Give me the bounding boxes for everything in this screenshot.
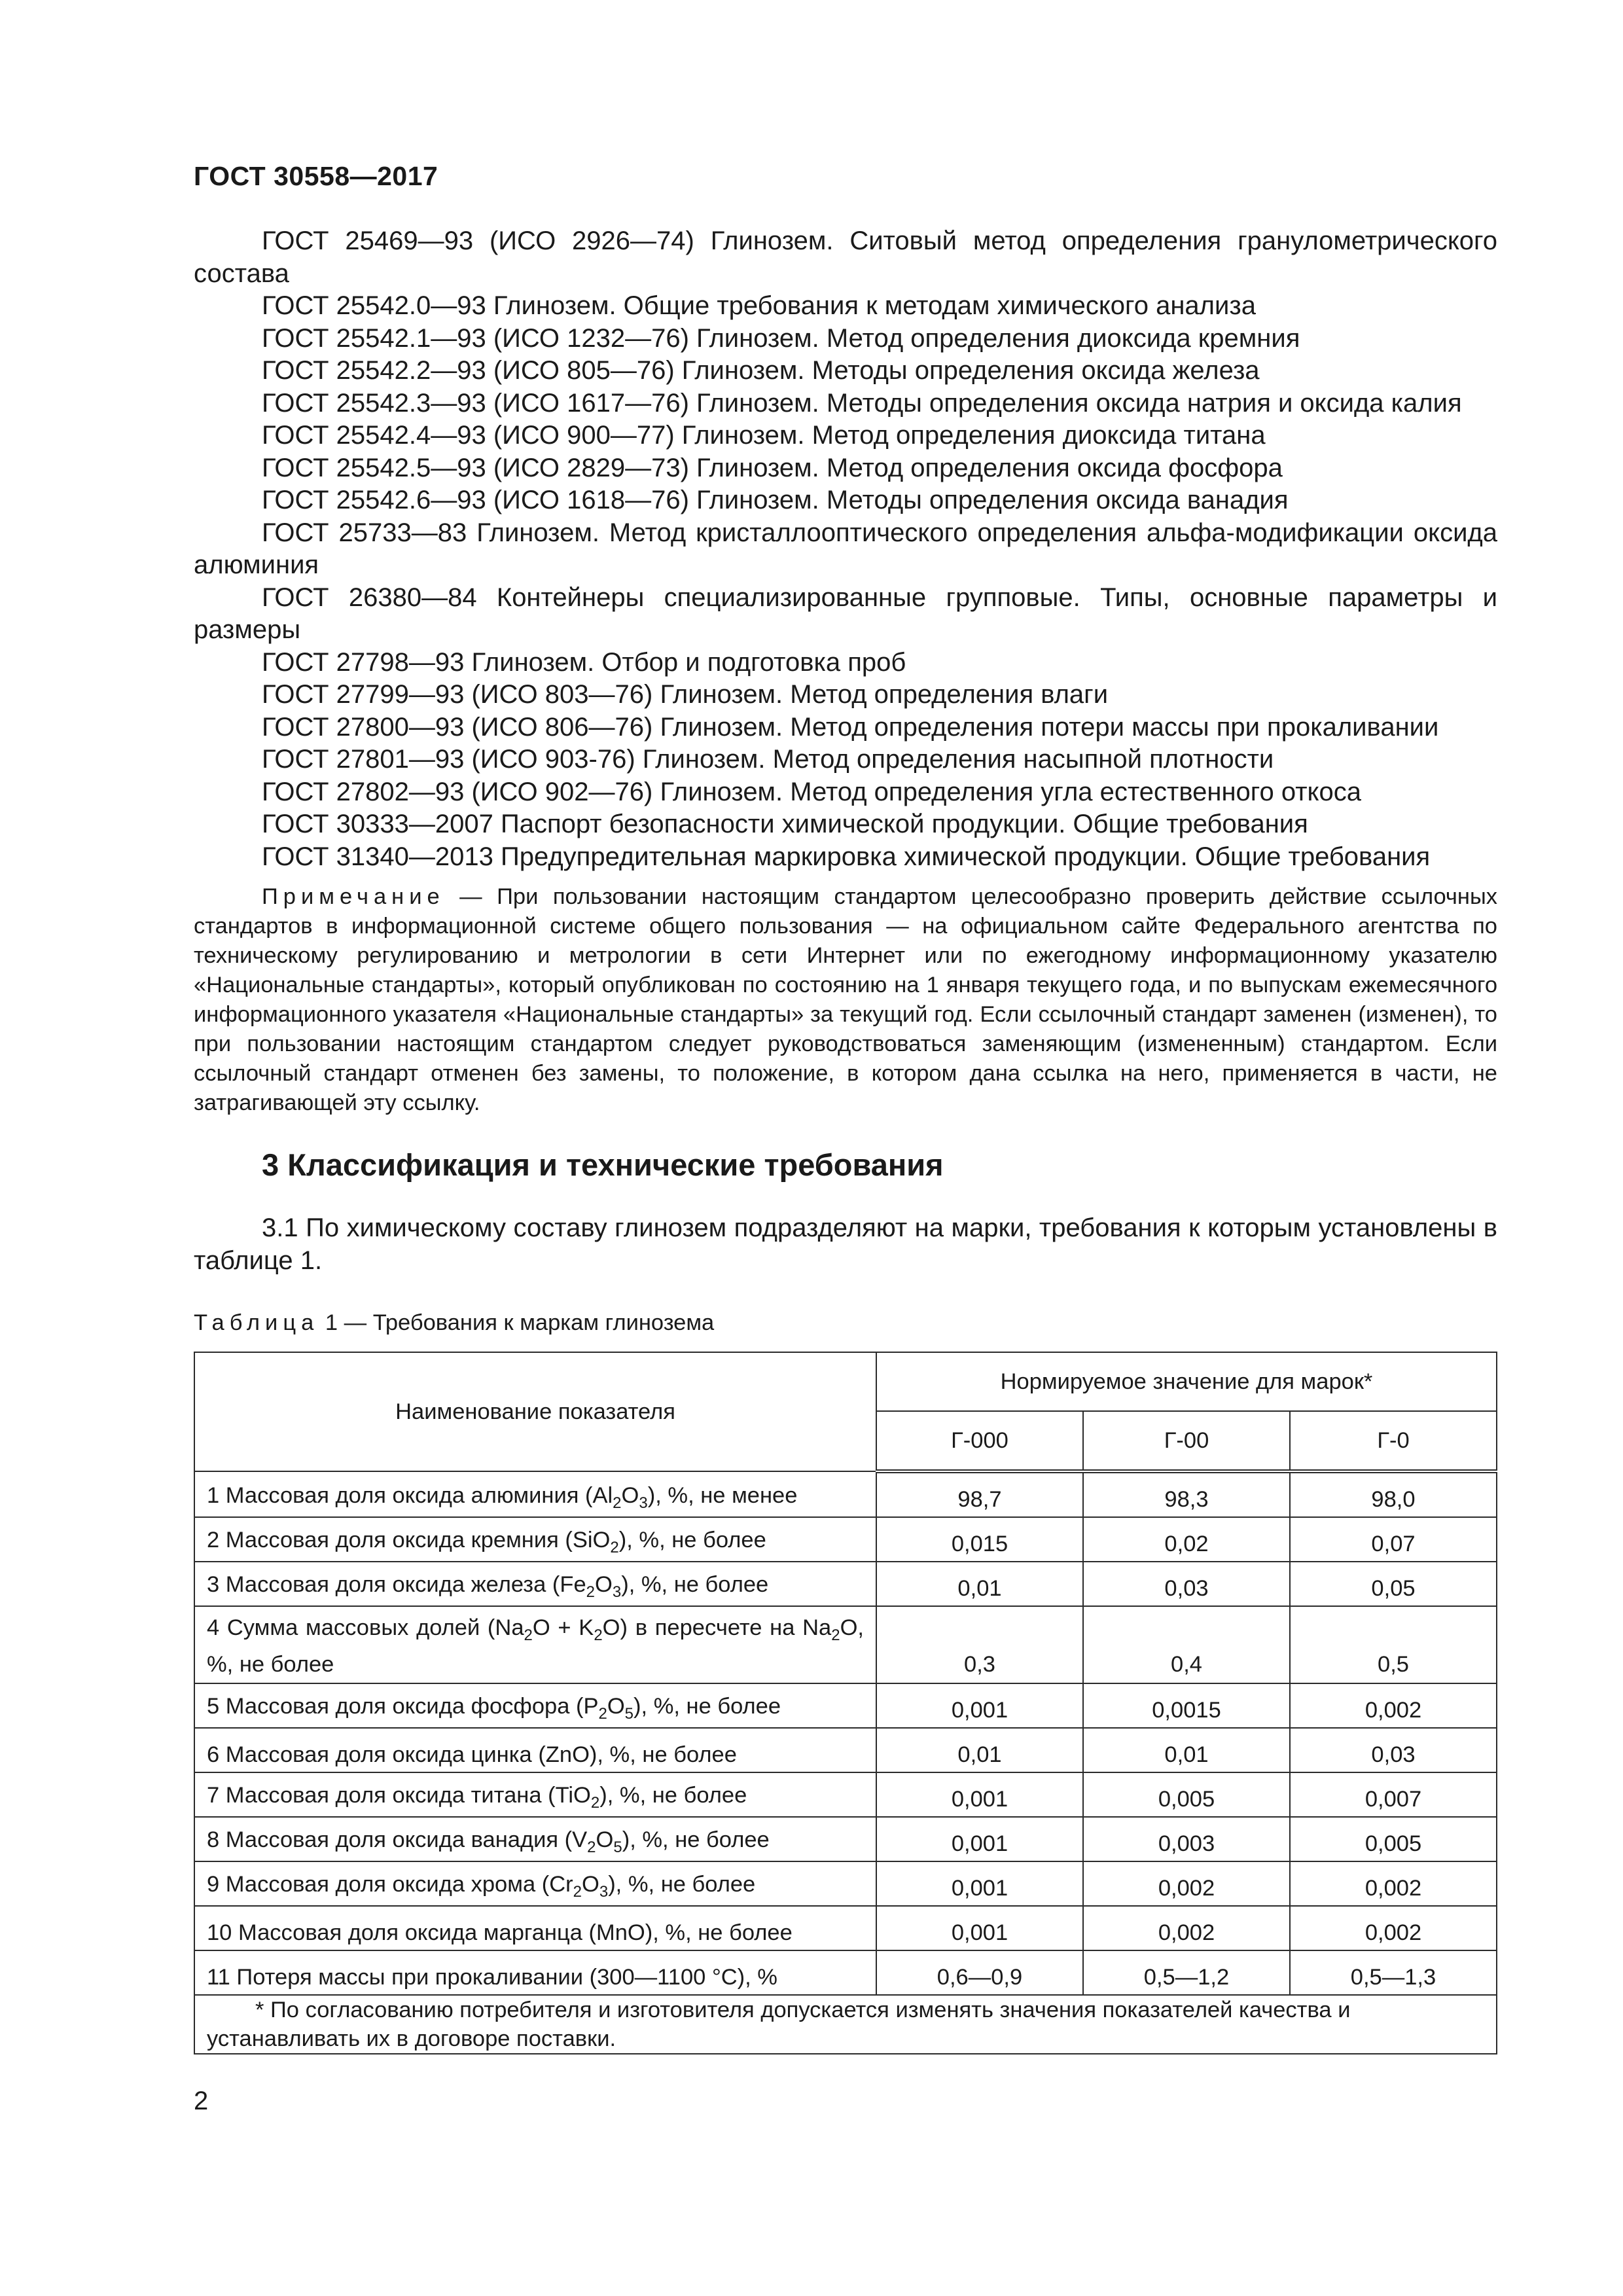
indicator-name — [194, 1606, 876, 1683]
subscript: 3 — [612, 1583, 622, 1601]
reference-item: ГОСТ 25542.1—93 (ИСО 1232—76) Глинозем. Метод определения диоксида кремния — [262, 323, 1300, 353]
requirements-table — [194, 1352, 1497, 2054]
reference-item: ГОСТ 25542.5—93 (ИСО 2829—73) Глинозем. Метод определения оксида фосфора — [262, 453, 1283, 482]
section-title: 3 Классификация и технические требования — [262, 1147, 944, 1182]
name-text: O — [607, 1694, 625, 1719]
section-paragraph: 3.1 По химическому составу глинозем подразделяют на марки, требования к которым установлены в таблице 1. — [194, 1213, 1497, 1275]
name-text: ), %, не менее — [647, 1483, 798, 1509]
grade-group-header: Нормируемое значение для марок* — [876, 1352, 1497, 1411]
grade-value: 0,03 — [1290, 1728, 1497, 1772]
grade-value: 0,001 — [876, 1772, 1083, 1817]
name-text: 7 Массовая доля оксида титана (TiO — [207, 1783, 591, 1808]
subscript: 2 — [613, 1494, 622, 1512]
name-text: O) в пересчете на Na — [602, 1615, 832, 1641]
subscript: 2 — [598, 1705, 607, 1723]
col-name-header: Наименование показателя — [194, 1352, 876, 1471]
grade-value: 0,002 — [1083, 1861, 1290, 1906]
name-text: ), %, не более — [599, 1783, 747, 1808]
indicator-name — [194, 1817, 876, 1861]
table-row — [194, 1861, 1497, 1906]
grade-value: 0,03 — [1083, 1562, 1290, 1606]
subscript: 2 — [590, 1794, 600, 1812]
table-caption — [194, 1310, 714, 1336]
name-text: 1 Массовая доля оксида алюминия (Al — [207, 1483, 613, 1509]
reference-item: ГОСТ 30333—2007 Паспорт безопасности химической продукции. Общие требования — [262, 810, 1308, 838]
indicator-name — [194, 1861, 876, 1906]
table-caption-label: Таблица — [194, 1310, 319, 1335]
subscript: 2 — [586, 1583, 595, 1601]
table-row — [194, 1683, 1497, 1728]
grade-value: 0,002 — [1290, 1861, 1497, 1906]
grade-value: 0,002 — [1290, 1683, 1497, 1728]
name-text: 3 Массовая доля оксида железа (Fe — [207, 1572, 586, 1598]
name-text: O + K — [532, 1615, 594, 1641]
grade-value: 0,007 — [1290, 1772, 1497, 1817]
grade-value: 0,015 — [876, 1517, 1083, 1562]
grade-value: 0,005 — [1290, 1817, 1497, 1861]
grade-value: 0,5 — [1290, 1606, 1497, 1683]
indicator-name — [194, 1950, 876, 1995]
grade-value: 0,5—1,3 — [1290, 1950, 1497, 1995]
grade-value: 0,05 — [1290, 1562, 1497, 1606]
reference-item: ГОСТ 31340—2013 Предупредительная маркировка химической продукции. Общие требования — [262, 842, 1431, 871]
indicator-name — [194, 1906, 876, 1950]
note-paragraph — [194, 882, 1497, 1118]
table-row — [194, 1772, 1497, 1817]
reference-item: ГОСТ 25542.3—93 (ИСО 1617—76) Глинозем. Методы определения оксида натрия и оксида калия — [262, 388, 1462, 418]
subscript: 2 — [610, 1539, 619, 1556]
reference-item: ГОСТ 25542.0—93 Глинозем. Общие требования к методам химического анализа — [262, 291, 1256, 320]
indicator-name — [194, 1562, 876, 1606]
grade-value: 0,02 — [1083, 1517, 1290, 1562]
name-text: O — [581, 1872, 599, 1897]
reference-item: ГОСТ 25542.2—93 (ИСО 805—76) Глинозем. Методы определения оксида железа — [262, 356, 1260, 385]
reference-item: ГОСТ 27800—93 (ИСО 806—76) Глинозем. Метод определения потери массы при прокаливании — [262, 712, 1439, 742]
table-footnote: * По согласованию потребителя и изготовителя допускается изменять значения показателей качества и устанавливать их в договоре поставки. — [194, 1995, 1497, 2054]
table-row — [194, 1906, 1497, 1950]
subscript: 3 — [599, 1883, 609, 1901]
subscript: 5 — [624, 1705, 634, 1723]
table-row — [194, 1517, 1497, 1562]
grade-value: 0,005 — [1083, 1772, 1290, 1817]
name-text: 9 Массовая доля оксида хрома (Cr — [207, 1872, 573, 1897]
note-text: — При пользовании настоящим стандартом целесообразно проверить действие ссылочных стандартов в информационной системе общего пользования — на официальном сайте Федерального агентства по техническому регулированию и метрологии в сети Интернет или по ежегодному информационному указателю «Национальные стандарты», который опубликован по состоянию на 1 января текущего года, и по выпускам ежемесячного информационного указателя «Национальные стандарты» за текущий год. Если ссылочный стандарт заменен (изменен), то при пользовании настоящим стандартом следует руководствоваться заменяющим (измененным) стандартом. Если ссылочный стандарт отменен без замены, то положение, в котором дана ссылка на него, применяется в части, не затрагивающей эту ссылку. — [194, 884, 1497, 1115]
grade-header: Г-00 — [1083, 1411, 1290, 1471]
reference-item: ГОСТ 27801—93 (ИСО 903-76) Глинозем. Метод определения насыпной плотности — [262, 745, 1274, 774]
name-text: O — [596, 1827, 614, 1853]
grade-value: 0,002 — [1290, 1906, 1497, 1950]
indicator-name — [194, 1517, 876, 1562]
subscript: 2 — [594, 1626, 603, 1644]
grade-header: Г-000 — [876, 1411, 1083, 1471]
indicator-name — [194, 1728, 876, 1772]
grade-value: 0,01 — [1083, 1728, 1290, 1772]
name-text: 5 Массовая доля оксида фосфора (P — [207, 1694, 599, 1719]
name-text: O — [621, 1483, 639, 1509]
table-row — [194, 1606, 1497, 1683]
reference-item: ГОСТ 25542.4—93 (ИСО 900—77) Глинозем. Метод определения диоксида титана — [262, 421, 1266, 450]
name-text: O, %, не более — [207, 1615, 865, 1677]
grade-value: 0,5—1,2 — [1083, 1950, 1290, 1995]
grade-value: 0,3 — [876, 1606, 1083, 1683]
grade-value: 0,001 — [876, 1906, 1083, 1950]
table-row — [194, 1562, 1497, 1606]
reference-item: ГОСТ 25469—93 (ИСО 2926—74) Глинозем. Ситовый метод определения гранулометрического состава — [194, 226, 1497, 288]
grade-header: Г-0 — [1290, 1411, 1497, 1471]
grade-value: 0,6—0,9 — [876, 1950, 1083, 1995]
subscript: 5 — [613, 1839, 622, 1856]
note-label: Примечание — [262, 884, 445, 909]
name-text: ), %, не более — [633, 1694, 781, 1719]
reference-item: ГОСТ 25733—83 Глинозем. Метод кристаллооптического определения альфа-модификации оксида алюминия — [194, 518, 1497, 579]
name-text: ), %, не более — [618, 1528, 766, 1553]
grade-value: 0,003 — [1083, 1817, 1290, 1861]
name-text: ), %, не более — [621, 1572, 769, 1598]
subscript: 2 — [573, 1883, 582, 1901]
name-text: 4 Сумма массовых долей (Na — [207, 1615, 524, 1641]
subscript: 2 — [587, 1839, 596, 1856]
table-caption-text: 1 — Требования к маркам глинозема — [319, 1310, 715, 1335]
grade-value: 0,002 — [1083, 1906, 1290, 1950]
reference-item: ГОСТ 27798—93 Глинозем. Отбор и подготовка проб — [262, 647, 906, 677]
grade-value: 98,7 — [876, 1471, 1083, 1517]
reference-item: ГОСТ 26380—84 Контейнеры специализированные групповые. Типы, основные параметры и размеры — [194, 583, 1497, 644]
table-row — [194, 1950, 1497, 1995]
name-text: 2 Массовая доля оксида кремния (SiO — [207, 1528, 611, 1553]
name-text: O — [595, 1572, 613, 1598]
grade-value: 0,0015 — [1083, 1683, 1290, 1728]
name-text: 8 Массовая доля оксида ванадия (V — [207, 1827, 588, 1853]
reference-item: ГОСТ 27802—93 (ИСО 902—76) Глинозем. Метод определения угла естественного откоса — [262, 777, 1361, 806]
subscript: 2 — [524, 1626, 533, 1644]
reference-item: ГОСТ 25542.6—93 (ИСО 1618—76) Глинозем. Методы определения оксида ванадия — [262, 486, 1289, 514]
grade-value: 0,001 — [876, 1817, 1083, 1861]
name-text: 6 Массовая доля оксида цинка (ZnO), %, не более — [207, 1742, 737, 1767]
table-row — [194, 1471, 1497, 1517]
subscript: 3 — [639, 1494, 648, 1512]
indicator-name — [194, 1471, 876, 1517]
indicator-name — [194, 1772, 876, 1817]
page-number: 2 — [194, 2087, 209, 2115]
table-body — [194, 1471, 1497, 1995]
grade-value: 0,01 — [876, 1728, 1083, 1772]
indicator-name — [194, 1683, 876, 1728]
references-list — [194, 225, 1497, 873]
grade-value: 98,3 — [1083, 1471, 1290, 1517]
document-code: ГОСТ 30558—2017 — [194, 161, 438, 191]
grade-value: 0,001 — [876, 1861, 1083, 1906]
subscript: 2 — [831, 1626, 840, 1644]
table-row — [194, 1817, 1497, 1861]
grade-value: 0,001 — [876, 1683, 1083, 1728]
name-text: ), %, не более — [622, 1827, 770, 1853]
reference-item: ГОСТ 27799—93 (ИСО 803—76) Глинозем. Метод определения влаги — [262, 680, 1109, 709]
grade-value: 98,0 — [1290, 1471, 1497, 1517]
grade-value: 0,07 — [1290, 1517, 1497, 1562]
name-text: 11 Потеря массы при прокаливании (300—1100 °С), % — [207, 1965, 777, 1990]
table-row — [194, 1728, 1497, 1772]
grade-value: 0,01 — [876, 1562, 1083, 1606]
grade-value: 0,4 — [1083, 1606, 1290, 1683]
name-text: ), %, не более — [608, 1872, 756, 1897]
name-text: 10 Массовая доля оксида марганца (MnO), %, не более — [207, 1920, 793, 1945]
